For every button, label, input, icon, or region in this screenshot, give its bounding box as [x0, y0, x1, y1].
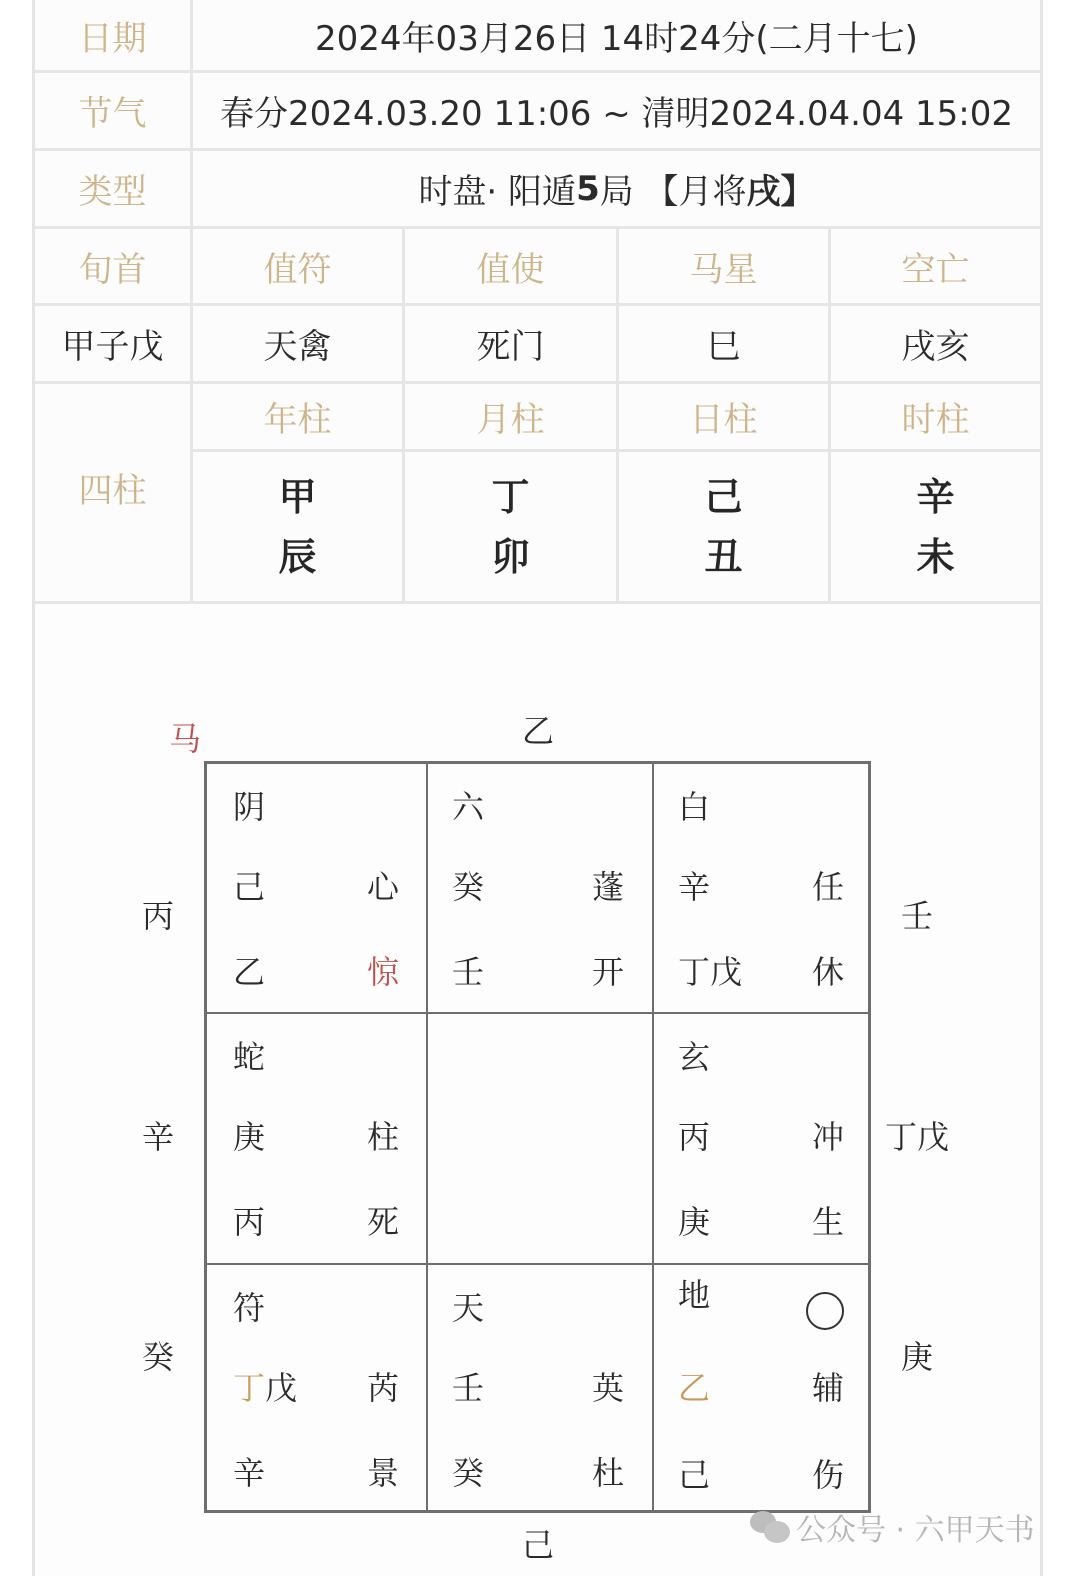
watermark-text: 公众号 · 六甲天书	[796, 1513, 1035, 1548]
solar-term-value: 春分2024.03.20 11:06 ~ 清明2024.04.04 15:02	[193, 73, 1043, 151]
palace-earth-stem: 庚	[678, 1203, 711, 1241]
palace-star: 英	[592, 1369, 625, 1407]
ju-number: 5	[576, 168, 600, 209]
palace-star: 冲	[812, 1118, 845, 1156]
outer-right-middle: 丁戊	[885, 1118, 950, 1156]
palace-heaven-stem: 庚	[233, 1118, 266, 1156]
palace-earth-stem: 壬	[452, 953, 485, 991]
palace-6	[654, 1014, 871, 1265]
palace-earth-stem: 丁戊	[678, 953, 743, 991]
header-maxing: 马星	[619, 229, 831, 306]
palace-heaven-stem: 己	[233, 868, 266, 906]
palace-heaven-stem: 丙	[678, 1118, 711, 1156]
type-value	[193, 151, 1043, 229]
pillar-month-branch: 卯	[491, 534, 530, 579]
palace-door: 伤	[812, 1456, 845, 1494]
pillar-year-branch: 辰	[278, 534, 317, 579]
header-zhifu: 值符	[193, 229, 405, 306]
watermark	[750, 1505, 1035, 1549]
value-maxing: 巳	[619, 306, 831, 384]
header-xunshou: 旬首	[35, 229, 193, 306]
palace-5-center	[428, 1014, 654, 1265]
month-general: 戌	[746, 172, 781, 212]
four-pillars-label: 四柱	[35, 384, 193, 604]
outer-bottom: 己	[522, 1526, 555, 1564]
palace-star: 柱	[367, 1118, 400, 1156]
palace-god: 地	[678, 1276, 711, 1314]
value-zhifu: 天禽	[193, 306, 405, 384]
palace-earth-stem: 乙	[233, 953, 266, 991]
date-value: 2024年03月26日 14时24分(二月十七)	[193, 0, 1043, 73]
palace-1	[207, 764, 428, 1014]
palace-heaven-stem: 辛	[678, 868, 711, 906]
pillar-header-day: 日柱	[619, 384, 831, 452]
pillar-year-stem: 甲	[278, 474, 317, 519]
pillar-day	[619, 452, 831, 604]
palace-4	[207, 1014, 428, 1265]
pillar-hour-branch: 未	[916, 534, 955, 579]
pillar-header-month: 月柱	[405, 384, 619, 452]
pillar-month-stem: 丁	[491, 474, 530, 519]
type-mid: 局 【月将	[599, 172, 747, 212]
empty-circle-icon	[806, 1292, 844, 1330]
type-label: 类型	[35, 151, 193, 229]
palace-god: 天	[452, 1289, 485, 1327]
palace-god: 白	[678, 788, 711, 826]
palace-door: 生	[812, 1203, 845, 1241]
pillar-year	[193, 452, 405, 604]
palace-door: 死	[367, 1203, 400, 1241]
palace-door: 杜	[592, 1454, 625, 1492]
outer-left-top: 丙	[142, 897, 175, 935]
heaven-stem-rest: 戊	[265, 1369, 298, 1407]
palace-door: 景	[367, 1454, 400, 1492]
type-suffix: 】	[780, 172, 815, 212]
palace-god: 阴	[233, 788, 266, 826]
solar-term-label: 节气	[35, 73, 193, 151]
palace-heaven-stem: 乙	[678, 1369, 711, 1407]
palace-2	[428, 764, 654, 1014]
palace-8	[428, 1265, 654, 1510]
palace-door: 惊	[367, 953, 400, 991]
palace-god: 六	[452, 788, 485, 826]
outer-right-top: 壬	[901, 897, 934, 935]
wechat-icon	[750, 1509, 790, 1545]
palace-9	[654, 1265, 871, 1510]
horse-star-marker: 马	[169, 720, 202, 758]
pillar-hour-stem: 辛	[916, 474, 955, 519]
palace-earth-stem: 辛	[233, 1454, 266, 1492]
pillar-month	[405, 452, 619, 604]
palace-earth-stem: 己	[678, 1456, 711, 1494]
type-prefix: 时盘· 阳遁	[418, 172, 577, 212]
palace-god: 符	[233, 1289, 266, 1327]
pillar-day-stem: 己	[704, 474, 743, 519]
palace-earth-stem: 癸	[452, 1454, 485, 1492]
palace-star: 芮	[367, 1369, 400, 1407]
palace-heaven-stem: 壬	[452, 1369, 485, 1407]
palace-heaven-stem	[233, 1370, 297, 1406]
date-label: 日期	[35, 0, 193, 73]
pillar-header-hour: 时柱	[831, 384, 1043, 452]
value-kongwang: 戌亥	[831, 306, 1043, 384]
outer-top: 乙	[522, 712, 555, 750]
palace-star: 任	[812, 868, 845, 906]
pillar-header-year: 年柱	[193, 384, 405, 452]
palace-heaven-stem: 癸	[452, 868, 485, 906]
nine-palace-grid	[204, 761, 871, 1513]
outer-left-middle: 辛	[142, 1118, 175, 1156]
palace-7	[207, 1265, 428, 1510]
heaven-stem-highlight: 丁	[233, 1369, 266, 1407]
value-zhishi: 死门	[405, 306, 619, 384]
palace-door: 休	[812, 953, 845, 991]
outer-right-bottom: 庚	[901, 1338, 934, 1376]
palace-star: 蓬	[592, 868, 625, 906]
header-kongwang: 空亡	[831, 229, 1043, 306]
palace-earth-stem: 丙	[233, 1203, 266, 1241]
palace-3	[654, 764, 871, 1014]
palace-god: 玄	[678, 1038, 711, 1076]
header-zhishi: 值使	[405, 229, 619, 306]
palace-god: 蛇	[233, 1038, 266, 1076]
palace-star: 辅	[812, 1369, 845, 1407]
palace-door: 开	[592, 953, 625, 991]
pillar-hour	[831, 452, 1043, 604]
value-xunshou: 甲子戊	[35, 306, 193, 384]
palace-star: 心	[367, 868, 400, 906]
pillar-day-branch: 丑	[704, 534, 743, 579]
outer-left-bottom: 癸	[142, 1338, 175, 1376]
